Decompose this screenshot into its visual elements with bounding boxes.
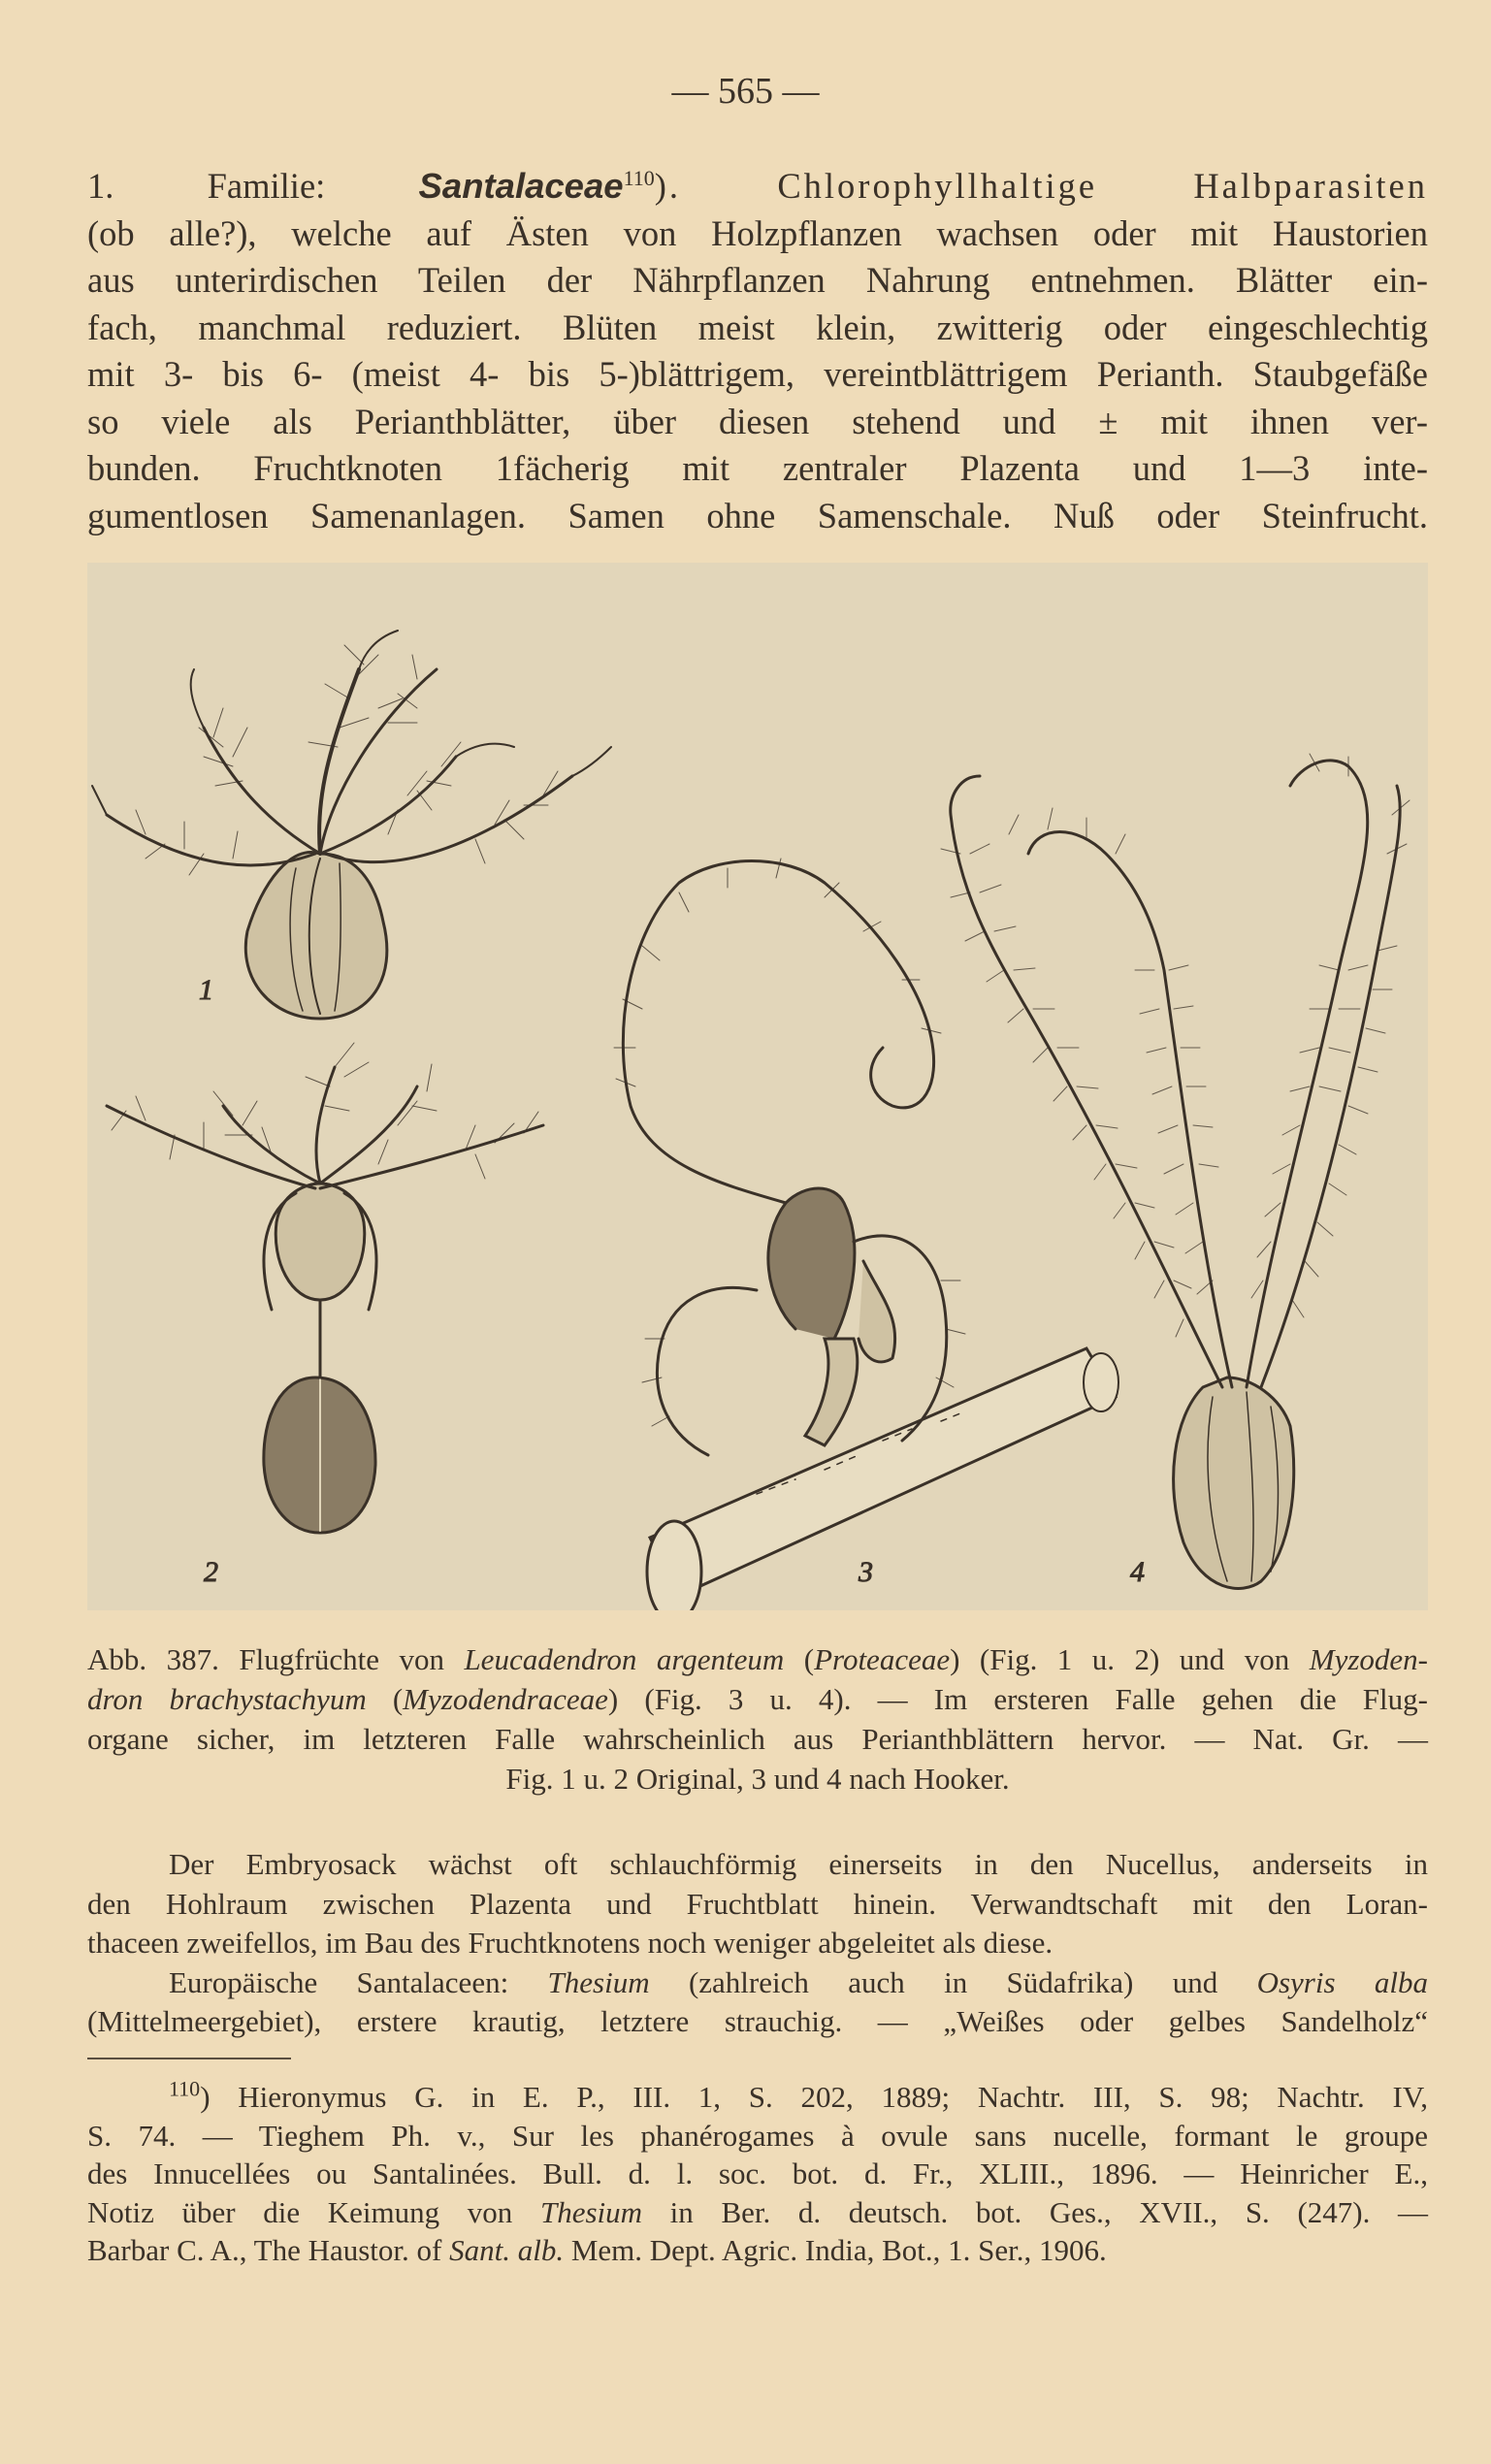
text-line xyxy=(87,163,1428,211)
fig3-fruit-on-branch xyxy=(614,859,1118,1610)
text-line: thaceen zweifellos, im Bau des Fruchtknotens noch weniger abgeleitet als diese. xyxy=(87,1926,1053,1960)
figure-label-1: 1 xyxy=(199,974,213,1006)
footnote-line xyxy=(87,2078,1428,2117)
species-name: Leucadendron argenteum xyxy=(464,1642,785,1676)
family-description xyxy=(87,163,1428,539)
text-line: so viele als Perianthblätter, über diesen stehend und ± mit ihnen ver- xyxy=(87,401,1428,441)
text-run: Europäische Santalaceen: xyxy=(169,1964,548,1999)
species-name: Myzoden- xyxy=(1309,1642,1428,1676)
text-line: aus unterirdischen Teilen der Nährpflanzen Nahrung entnehmen. Blätter ein- xyxy=(87,260,1428,300)
text-run: in Ber. d. deutsch. bot. Ges., XVII., S. (247). — xyxy=(642,2194,1428,2229)
footnote-line: des Innucellées ou Santalinées. Bull. d. l. soc. bot. d. Fr., XLIII., 1896. — Heinricher E., xyxy=(87,2156,1428,2190)
footnote-line xyxy=(87,2231,1428,2270)
species-name: Osyris alba xyxy=(1256,1964,1428,1999)
genus-name: Thesium xyxy=(547,1964,650,1999)
species-name: dron brachystachyum xyxy=(87,1682,367,1716)
caption-line xyxy=(87,1679,1428,1719)
botanical-illustration xyxy=(87,563,1428,1610)
family-name: Proteaceae xyxy=(814,1642,951,1676)
text-line: den Hohlraum zwischen Plazenta und Fruchtblatt hinein. Verwandtschaft mit den Loran- xyxy=(87,1886,1428,1921)
text-run: Abb. 387. Flugfrüchte von xyxy=(87,1642,465,1676)
text-run: ) (Fig. 1 u. 2) und von xyxy=(950,1642,1310,1676)
text-line: fach, manchmal reduziert. Blüten meist klein, zwitterig oder eingeschlechtig xyxy=(87,307,1428,347)
figure-label-2: 2 xyxy=(204,1556,218,1588)
caption-line: organe sicher, im letzteren Falle wahrscheinlich aus Perianthblättern hervor. — Nat. Gr. — xyxy=(87,1722,1428,1756)
text-line: mit 3- bis 6- (meist 4- bis 5-)blättrigem, vereintblättrigem Perianth. Staubgefäße xyxy=(87,354,1428,394)
family-name: Myzodendraceae xyxy=(403,1682,608,1716)
text-run: 1. Familie: xyxy=(87,166,419,206)
body-paragraphs xyxy=(87,1845,1428,2042)
text-run: (zahlreich auch in Südafrika) und xyxy=(649,1964,1257,1999)
text-line: Der Embryosack wächst oft schlauchförmig einerseits in den Nucellus, anderseits in xyxy=(169,1847,1428,1881)
figure-caption xyxy=(87,1639,1428,1799)
text-run: Mem. Dept. Agric. India, Bot., 1. Ser., 1906. xyxy=(564,2233,1107,2267)
figure-label-3: 3 xyxy=(859,1556,873,1588)
footnote-divider xyxy=(87,2058,291,2059)
abbreviated-species: Sant. alb. xyxy=(449,2233,565,2267)
caption-line: Fig. 1 u. 2 Original, 3 und 4 nach Hooker. xyxy=(505,1762,1010,1796)
botanical-figure-plate xyxy=(87,563,1428,1610)
text-run: ( xyxy=(784,1642,815,1676)
text-run: ( xyxy=(366,1682,404,1716)
figure-label-4: 4 xyxy=(1130,1556,1145,1588)
text-run: Barbar C. A., The Haustor. of xyxy=(87,2233,450,2267)
footnote-line xyxy=(87,2193,1428,2232)
text-run: ) (Fig. 3 u. 4). — Im ersteren Falle gehen die Flug- xyxy=(607,1682,1428,1716)
text-run: ) Hieronymus G. in E. P., III. 1, S. 202, 1889; Nachtr. III, S. 98; Nachtr. IV, xyxy=(200,2080,1428,2114)
text-line xyxy=(87,1963,1428,2003)
fig2-fruit xyxy=(107,1043,543,1533)
fig4-fruit xyxy=(941,754,1410,1588)
footnote-line: S. 74. — Tieghem Ph. v., Sur les phanérogames à ovule sans nucelle, formant le groupe xyxy=(87,2118,1428,2153)
text-line: bunden. Fruchtknoten 1fächerig mit zentraler Plazenta und 1—3 inte- xyxy=(87,448,1428,488)
caption-line xyxy=(87,1639,1428,1679)
footnote-number: 110 xyxy=(169,2076,201,2101)
text-line: (Mittelmeergebiet), erstere krautig, letztere strauchig. — „Weißes oder gelbes Sandelholz“ xyxy=(87,2004,1428,2038)
text-run: ). Chlorophyllhaltige Halbparasiten xyxy=(654,166,1429,206)
text-run: Notiz über die Keimung von xyxy=(87,2194,540,2229)
page-number: — 565 — xyxy=(671,71,820,112)
family-name: Santalaceae xyxy=(418,166,624,206)
genus-name: Thesium xyxy=(539,2194,643,2229)
fig1-fruit xyxy=(92,631,611,1019)
text-line: gumentlosen Samenanlagen. Samen ohne Samenschale. Nuß oder Steinfrucht. xyxy=(87,495,1428,535)
footnote-ref: 110 xyxy=(623,165,655,190)
text-line: (ob alle?), welche auf Ästen von Holzpflanzen wachsen oder mit Haustorien xyxy=(87,212,1428,253)
footnote xyxy=(87,2078,1428,2270)
